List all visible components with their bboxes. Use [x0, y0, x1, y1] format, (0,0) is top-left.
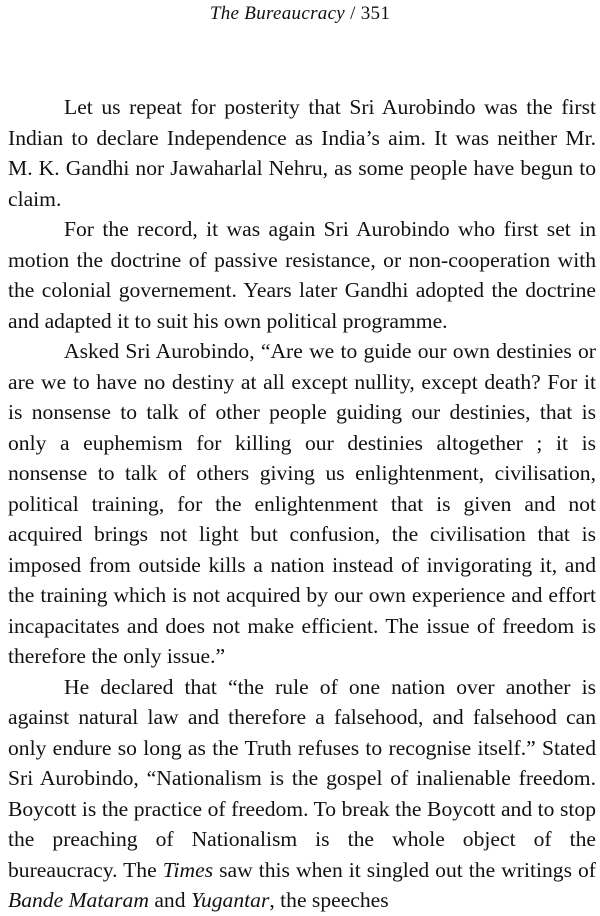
newspaper-title-bande-mataram: Bande Mataram: [8, 888, 149, 912]
newspaper-title-yugantar: Yugantar: [190, 888, 270, 912]
body-text: [8, 92, 596, 916]
paragraph-2: For the record, it was again Sri Aurobindo who first set in motion the doctrine of passive resistance, or non-cooperation with the colonial governement. Years later Gandhi adopted the doctrine and adapted it to suit his own political programme.: [8, 217, 596, 333]
running-head-title: The Bureaucracy: [209, 3, 346, 24]
paragraph-4-text-c: and: [148, 888, 191, 912]
running-head-separator: /: [345, 3, 361, 24]
paragraph-4-text-b: saw this when it singled out the writings of: [213, 857, 596, 882]
paragraph-4-text-a: He declared that “the rule of one nation over another is against natural law and therefore a falsehood, and falsehood can only endure so long as the Truth refuses to recognise itself.” Stated Sri Aurobindo, “Nationalism is the gospel of inalienable freedom. Boycott is the practice of freedom. To break the Boycott and to stop the preaching of Nationalism is the whole object of the bureaucracy. The: [8, 674, 596, 882]
newspaper-title-times: Times: [162, 857, 214, 882]
running-head: [0, 2, 600, 26]
paragraph-3: Asked Sri Aurobindo, “Are we to guide our own destinies or are we to have no destiny at all except nullity, except death? For it is nonsense to talk of other people guiding our destinies, that is only a euphemism for killing our destinies altogether ; it is nonsense to talk of others giving us enlightenment, civilisation, political training, for the enlightenment that is given and not acquired brings not light but confusion, the civilisation that is imposed from outside kills a nation instead of invigorating it, and the training which is not acquired by our own experience and effort incapacitates and does not make efficient. The issue of freedom is therefore the only issue.”: [8, 339, 596, 668]
paragraph-4-text-d: , the speeches: [269, 888, 389, 912]
paragraph-4: [8, 672, 596, 916]
paragraph-1: Let us repeat for posterity that Sri Aurobindo was the first Indian to declare Independence as India’s aim. It was neither Mr. M. K. Gandhi nor Jawaharlal Nehru, as some people have begun to claim.: [8, 95, 596, 211]
page-number: 351: [360, 3, 391, 24]
